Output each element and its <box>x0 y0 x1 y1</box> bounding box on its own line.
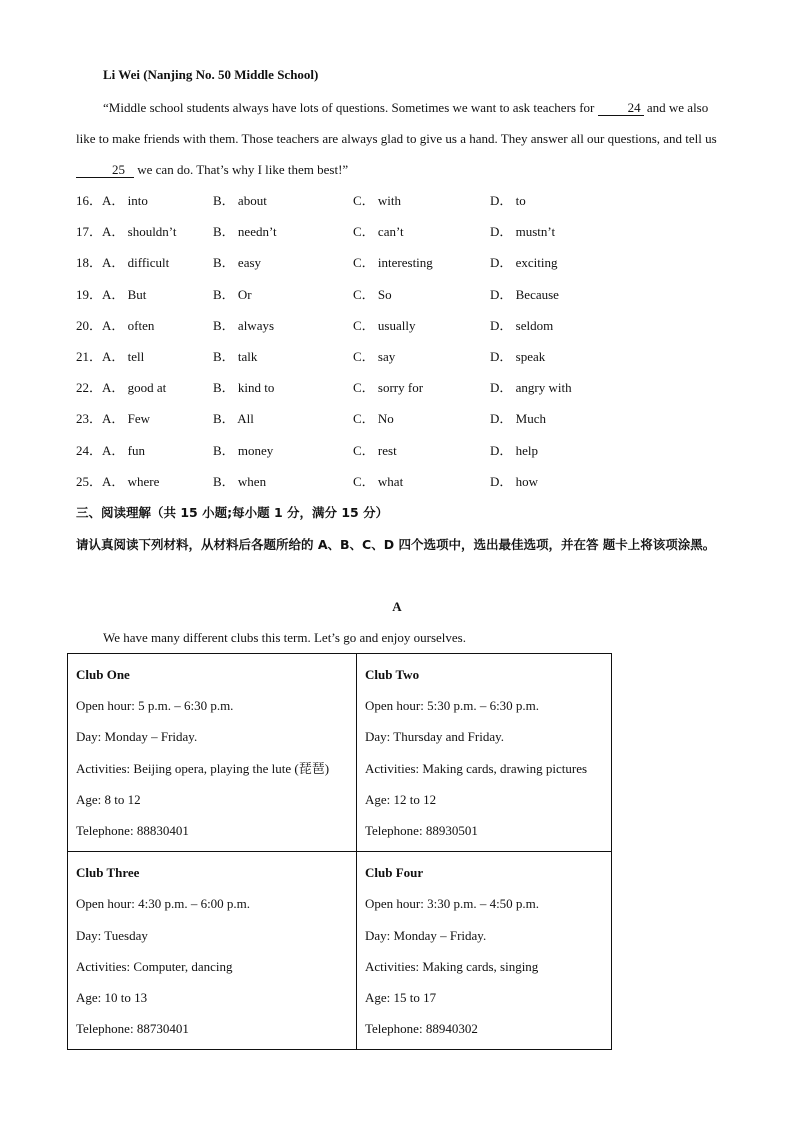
option-c: C． say <box>353 348 396 364</box>
question-number: 18． <box>76 255 103 271</box>
club-open-hour: Open hour: 3:30 p.m. – 4:50 p.m. <box>365 896 540 912</box>
option-d: D． speak <box>490 348 546 364</box>
question-number: 23． <box>76 411 103 427</box>
option-b: B． All <box>213 411 254 427</box>
option-b: B． kind to <box>213 380 275 396</box>
club-name: Club Two <box>365 667 420 682</box>
option-b: B． talk <box>213 348 258 364</box>
question-row <box>76 466 676 497</box>
option-b: B． always <box>213 317 275 333</box>
option-d: D． angry with <box>490 380 572 396</box>
option-b: B． easy <box>213 255 262 271</box>
club-activities: Activities: Beijing opera, playing the lute (琵琶) <box>76 760 330 776</box>
question-number: 16． <box>76 193 103 208</box>
option-a: A． where <box>102 473 160 489</box>
club-cell-three <box>68 852 357 1050</box>
question-row <box>76 403 676 434</box>
option-c: C． interesting <box>353 255 433 271</box>
club-name: Club Four <box>365 865 424 881</box>
club-telephone: Telephone: 88830401 <box>76 823 189 839</box>
club-cell-four <box>357 852 612 1050</box>
option-d: D． mustn’t <box>490 224 556 240</box>
quote-text-1: “Middle school students always have lots of questions. Sometimes we want to ask teachers for <box>103 100 595 115</box>
club-name: Club Three <box>76 865 140 881</box>
option-c: C． So <box>353 286 392 302</box>
club-activities: Activities: Computer, dancing <box>76 958 233 974</box>
option-c: C． rest <box>353 442 397 458</box>
section-heading: 三、阅读理解（共 15 小题;每小题 1 分，满分 15 分） <box>76 505 389 520</box>
club-activities: Activities: Making cards, singing <box>365 958 539 974</box>
blank-24: 24 <box>598 101 644 116</box>
option-d: D． how <box>490 473 539 489</box>
question-row <box>76 435 676 466</box>
option-b: B． Or <box>213 286 252 302</box>
quote-text-3: we can do. That’s why I like them best!” <box>137 162 349 177</box>
option-c: C． sorry for <box>353 380 424 396</box>
option-a: A． tell <box>102 348 145 364</box>
option-c: C． what <box>353 473 404 489</box>
option-a: A． fun <box>102 442 145 458</box>
club-open-hour: Open hour: 5:30 p.m. – 6:30 p.m. <box>365 698 540 714</box>
club-name: Club One <box>76 667 130 682</box>
question-number: 20． <box>76 317 103 333</box>
option-b: B． when <box>213 473 267 489</box>
passage-intro: We have many different clubs this term. Let’s go and enjoy ourselves. <box>103 630 466 645</box>
table-row <box>68 852 612 1050</box>
speaker-name: Li Wei (Nanjing No. 50 Middle School) <box>103 67 319 82</box>
option-b: B． money <box>213 442 274 458</box>
option-c: C． No <box>353 411 394 427</box>
club-open-hour: Open hour: 5 p.m. – 6:30 p.m. <box>76 698 234 714</box>
club-day: Day: Monday – Friday. <box>76 729 198 745</box>
option-d: D． Because <box>490 286 559 302</box>
club-telephone: Telephone: 88730401 <box>76 1021 189 1037</box>
club-telephone: Telephone: 88930501 <box>365 823 478 839</box>
quote-text-2: and we also like to make friends with them. Those teachers are always glad to give us a hand. They answer all our questions, and tell us <box>76 100 717 146</box>
club-cell-two <box>357 654 612 852</box>
question-row <box>76 372 676 403</box>
question-number: 22． <box>76 380 103 396</box>
club-age: Age: 15 to 17 <box>365 990 437 1006</box>
option-a: A． good at <box>102 380 167 396</box>
question-row <box>76 185 676 216</box>
option-c: C． with <box>353 193 402 208</box>
table-row <box>68 654 612 852</box>
club-activities: Activities: Making cards, drawing pictures <box>365 760 588 776</box>
club-day: Day: Monday – Friday. <box>365 927 487 943</box>
club-age: Age: 12 to 12 <box>365 791 437 807</box>
option-d: D． help <box>490 442 539 458</box>
option-b: B． needn’t <box>213 224 277 240</box>
option-d: D． to <box>490 193 526 208</box>
question-row <box>76 341 676 372</box>
question-number: 24． <box>76 442 103 458</box>
club-open-hour: Open hour: 4:30 p.m. – 6:00 p.m. <box>76 896 251 912</box>
question-number: 19． <box>76 286 103 302</box>
club-day: Day: Tuesday <box>76 927 148 943</box>
club-day: Day: Thursday and Friday. <box>365 729 505 745</box>
question-row <box>76 216 676 247</box>
option-d: D． seldom <box>490 317 554 333</box>
question-row <box>76 279 676 310</box>
question-number: 25． <box>76 473 103 489</box>
blank-25: 25 <box>76 163 134 178</box>
option-a: A． difficult <box>102 255 170 271</box>
option-c: C． usually <box>353 317 416 333</box>
question-number: 21． <box>76 348 103 364</box>
question-row <box>76 247 676 278</box>
option-b: B． about <box>213 193 267 208</box>
option-a: A． often <box>102 317 155 333</box>
option-a: A． Few <box>102 411 151 427</box>
passage-label: A <box>392 599 402 614</box>
option-a: A． But <box>102 286 147 302</box>
question-options-list <box>76 185 676 497</box>
club-cell-one <box>68 654 357 852</box>
option-a: A． into <box>102 193 148 208</box>
option-d: D． exciting <box>490 255 558 271</box>
reading-instructions: 请认真阅读下列材料，从材料后各题所给的 A、B、C、D 四个选项中，选出最佳选项，并在答 题卡上将该项涂黑。 <box>76 537 716 552</box>
question-row <box>76 310 676 341</box>
option-a: A． shouldn’t <box>102 224 177 240</box>
club-age: Age: 8 to 12 <box>76 791 141 807</box>
club-telephone: Telephone: 88940302 <box>365 1021 478 1037</box>
clubs-table <box>67 653 612 1050</box>
club-age: Age: 10 to 13 <box>76 990 148 1006</box>
option-d: D． Much <box>490 411 546 427</box>
question-number: 17． <box>76 224 103 240</box>
quote-paragraph <box>76 92 720 185</box>
option-c: C． can’t <box>353 224 404 240</box>
